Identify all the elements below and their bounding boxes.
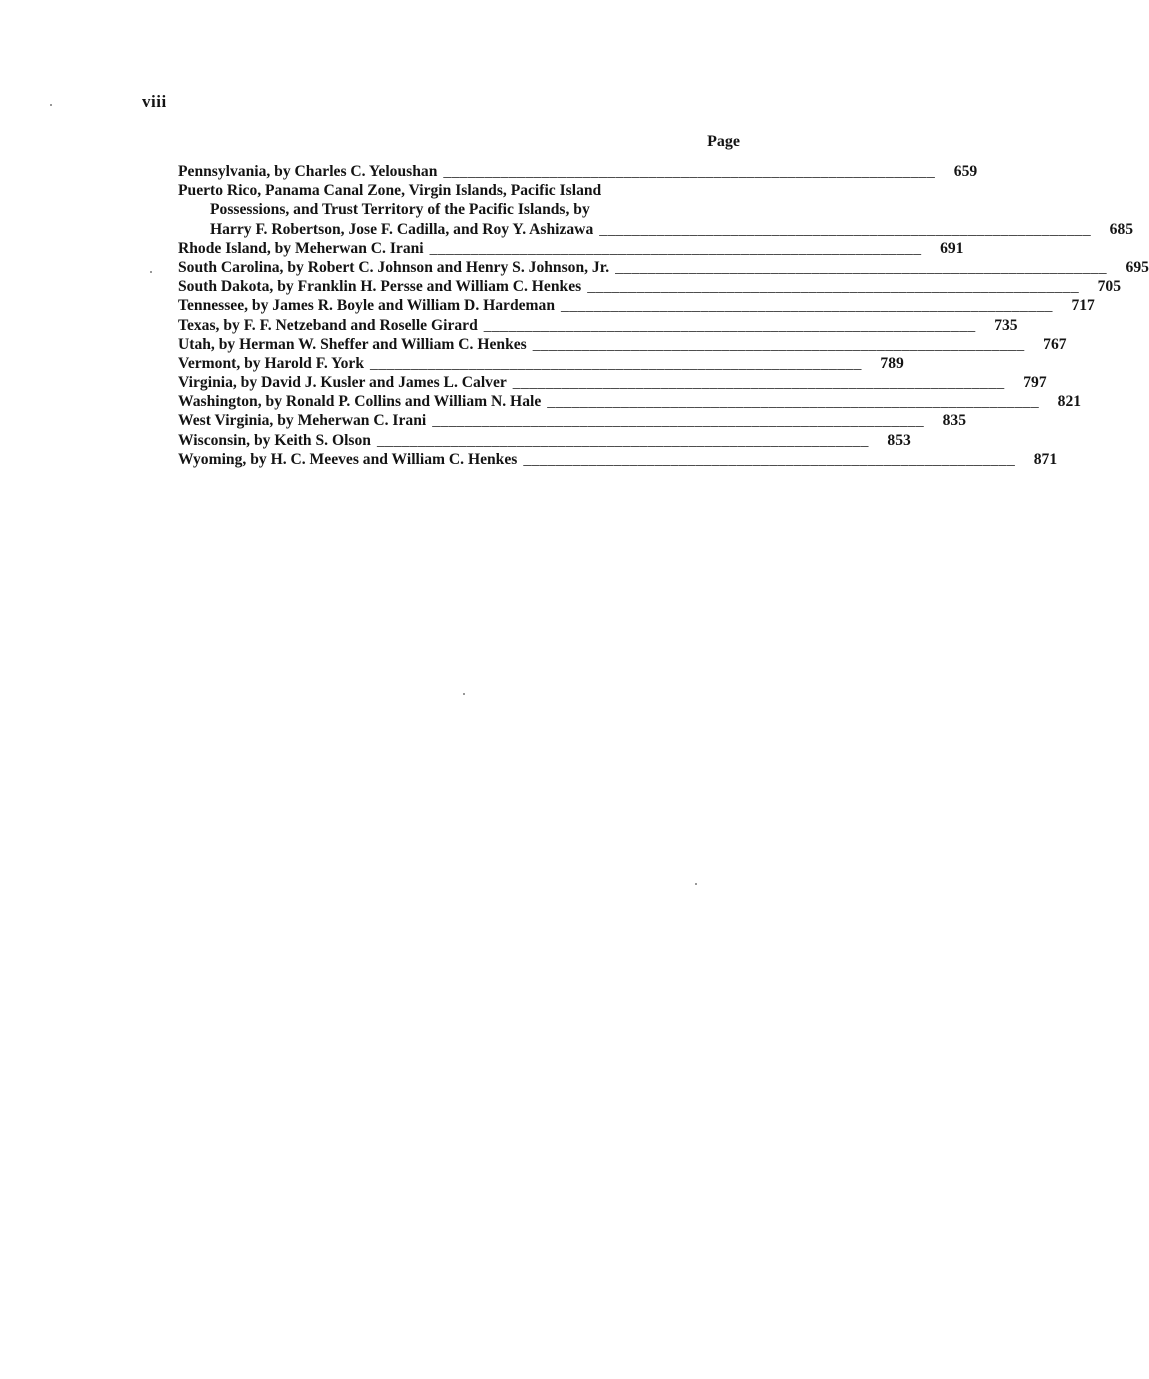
toc-entry bbox=[178, 354, 904, 373]
dot-leader: ____________________________________________________________ bbox=[547, 393, 1040, 411]
dot-leader: ____________________________________________________________ bbox=[532, 335, 1025, 353]
dot-leader: ____________________________________________________________ bbox=[443, 163, 936, 180]
toc-entry-title-line: Harry F. Robertson, Jose F. Cadilla, and Roy Y. Ashizawa bbox=[210, 220, 594, 238]
page-folio: viii bbox=[142, 92, 167, 111]
toc-entry-title: Utah, by Herman W. Sheffer and William C. Henkes bbox=[178, 335, 527, 353]
toc-entry-page: 717 bbox=[1071, 297, 1095, 315]
toc-entry bbox=[178, 277, 1122, 296]
toc-entry bbox=[178, 431, 911, 450]
page-column-header: Page bbox=[707, 133, 740, 150]
dot-leader: ____________________________________________________________ bbox=[523, 450, 1016, 468]
toc-entry-title-line: Puerto Rico, Panama Canal Zone, Virgin Islands, Pacific Island bbox=[178, 182, 602, 200]
toc-entry-last-line bbox=[178, 220, 1134, 239]
table-of-contents bbox=[178, 162, 1149, 469]
dot-leader: ____________________________________________________________ bbox=[599, 220, 1092, 238]
toc-entry bbox=[178, 258, 1149, 277]
dot-leader: ____________________________________________________________ bbox=[483, 316, 976, 334]
scan-speck bbox=[695, 883, 697, 885]
toc-entry-page: 735 bbox=[994, 316, 1018, 334]
dot-leader: ____________________________________________________________ bbox=[587, 278, 1080, 296]
dot-leader: ____________________________________________________________ bbox=[615, 258, 1107, 276]
scan-speck bbox=[50, 104, 52, 106]
toc-entry-page: 659 bbox=[953, 163, 978, 180]
toc-entry-title: Wisconsin, by Keith S. Olson bbox=[178, 431, 371, 449]
toc-entry-title: West Virginia, by Meherwan C. Irani bbox=[178, 412, 427, 430]
toc-entry-title: Rhode Island, by Meherwan C. Irani bbox=[178, 239, 424, 257]
toc-entry-page: 705 bbox=[1097, 278, 1122, 296]
toc-entry-page: 789 bbox=[880, 354, 904, 372]
toc-entry-title: Wyoming, by H. C. Meeves and William C. Henkes bbox=[178, 450, 518, 468]
toc-entry-title: Vermont, by Harold F. York bbox=[178, 354, 364, 372]
toc-entry-title: Pennsylvania, by Charles C. Yeloushan bbox=[178, 163, 438, 180]
toc-entry-title: Virginia, by David J. Kusler and James L. Calver bbox=[178, 374, 507, 392]
toc-entry-title: Texas, by F. F. Netzeband and Roselle Girard bbox=[178, 316, 478, 334]
toc-entry-title: South Carolina, by Robert C. Johnson and Henry S. Johnson, Jr. bbox=[178, 258, 610, 276]
dot-leader: ____________________________________________________________ bbox=[432, 412, 925, 430]
scan-speck bbox=[150, 271, 152, 273]
toc-entry bbox=[178, 162, 978, 181]
toc-entry-page: 691 bbox=[940, 239, 964, 257]
toc-entry-title-line: Possessions, and Trust Territory of the Pacific Islands, by bbox=[210, 201, 590, 219]
toc-entry-page: 797 bbox=[1023, 374, 1047, 392]
scan-speck bbox=[463, 693, 465, 695]
dot-leader: ____________________________________________________________ bbox=[512, 374, 1005, 392]
toc-entry-page: 871 bbox=[1033, 450, 1058, 468]
toc-entry-title: Washington, by Ronald P. Collins and William N. Hale bbox=[178, 393, 542, 411]
toc-entry bbox=[178, 450, 1058, 469]
toc-entry bbox=[178, 239, 964, 258]
toc-entry bbox=[178, 411, 967, 430]
toc-entry-page: 853 bbox=[887, 431, 911, 449]
dot-leader: ____________________________________________________________ bbox=[561, 297, 1053, 315]
toc-entry bbox=[178, 335, 1067, 354]
toc-entry-page: 695 bbox=[1125, 258, 1149, 276]
dot-leader: ____________________________________________________________ bbox=[370, 354, 862, 372]
toc-entry-page: 685 bbox=[1109, 220, 1134, 238]
toc-entry-page: 821 bbox=[1057, 393, 1082, 411]
toc-entry bbox=[178, 392, 1082, 411]
toc-entry-page: 767 bbox=[1043, 335, 1067, 353]
dot-leader: ____________________________________________________________ bbox=[376, 431, 869, 449]
toc-entry-title: Tennessee, by James R. Boyle and William D. Hardeman bbox=[178, 297, 556, 315]
toc-entry bbox=[178, 181, 1134, 239]
toc-entry-title: South Dakota, by Franklin H. Persse and William C. Henkes bbox=[178, 278, 582, 296]
toc-entry bbox=[178, 373, 1047, 392]
toc-entry-page: 835 bbox=[942, 412, 967, 430]
toc-entry bbox=[178, 316, 1018, 335]
dot-leader: ____________________________________________________________ bbox=[429, 239, 922, 257]
toc-entry bbox=[178, 296, 1095, 315]
